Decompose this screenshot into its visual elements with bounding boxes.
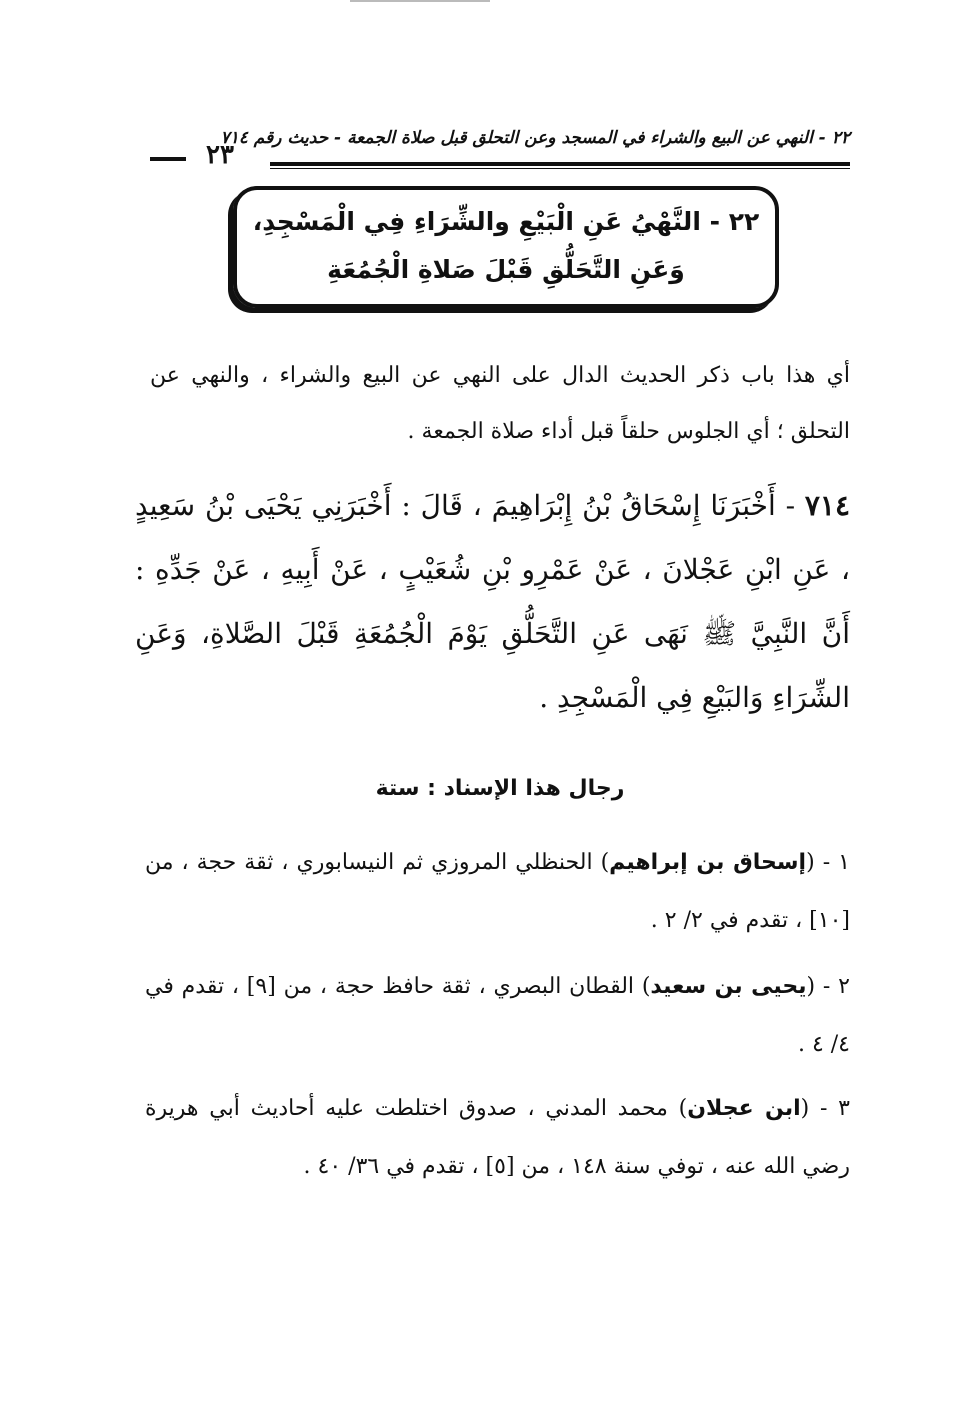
header-rule-thin [270,168,850,169]
narrator-entry [145,958,850,1074]
header-rule [270,162,850,166]
narrator-name: إسحاق بن إبراهيم [609,850,807,875]
running-title: ٢٢ - النهي عن البيع والشراء في المسجد وعن التحلق قبل صلاة الجمعة - حديث رقم ٧١٤ [220,128,850,148]
narrator-name: ابن عجلان [687,1096,801,1121]
narrator-entry [145,1080,850,1196]
page-number-dash [150,157,186,161]
narrator-details: ) محمد المدني ، صدوق اختلطت عليه أحاديث أبي هريرة رضي الله عنه ، توفي سنة ١٤٨ ، من [٥] ، تقدم في ٣٦/ ٤٠ . [145,1096,850,1179]
narrator-entry [145,834,850,950]
chapter-title-line-1: ٢٢ - النَّهْيُ عَنِ الْبَيْعِ والشِّرَاءِ فِي الْمَسْجِدِ، [252,207,760,236]
page-header [150,126,850,170]
hadith-text [135,474,850,730]
intro-paragraph: أي هذا باب ذكر الحديث الدال على النهي عن البيع والشراء ، والنهي عن التحلق ؛ أي الجلوس حلقاً قبل أداء صلاة الجمعة . [150,363,850,444]
narrator-details: ) الحنظلي المروزي ثم النيسابوري ، ثقة حجة ، من [١٠] ، تقدم في ٢/ ٢ . [145,850,850,933]
chapter-title-line-2: وَعَنِ التَّحَلُّقِ قَبْلَ صَلاةِ الْجُمُعَةِ [327,255,685,284]
page-number: ٢٣ [206,140,234,170]
section-title: رجال هذا الإسناد : ستة [375,776,625,801]
narrator-prefix: ٢ - ( [806,974,850,999]
narrator-details: ) القطان البصري ، ثقة حافظ حجة ، من [٩] ، تقدم في ٤/ ٤ . [145,974,850,1057]
hadith-number: ٧١٤ [804,489,850,522]
chapter-title-box [233,186,779,308]
hadith-body: - أَخْبَرَنَا إِسْحَاقُ بْنُ إِبْرَاهِيمَ ، قَالَ : أَخْبَرَنِي يَحْيَى بْنُ سَعِيدٍ ، عَنِ ابْنِ عَجْلانَ ، عَنْ عَمْرِو بْنِ شُعَيْبٍ ، عَنْ أَبِيهِ ، عَنْ جَدِّهِ : أَنَّ النَّبِيَّ ﷺ نَهَى عَنِ التَّحَلُّقِ يَوْمَ الْجُمُعَةِ قَبْلَ الصَّلاةِ، وَعَنِ الشِّرَاءِ وَالبَيْعِ فِي الْمَسْجِدِ . [135,489,850,714]
narrator-name: يحيى بن سعيد [650,974,807,999]
top-edge-rule [350,0,490,2]
narrator-prefix: ١ - ( [806,850,850,875]
narrator-prefix: ٣ - ( [800,1096,850,1121]
